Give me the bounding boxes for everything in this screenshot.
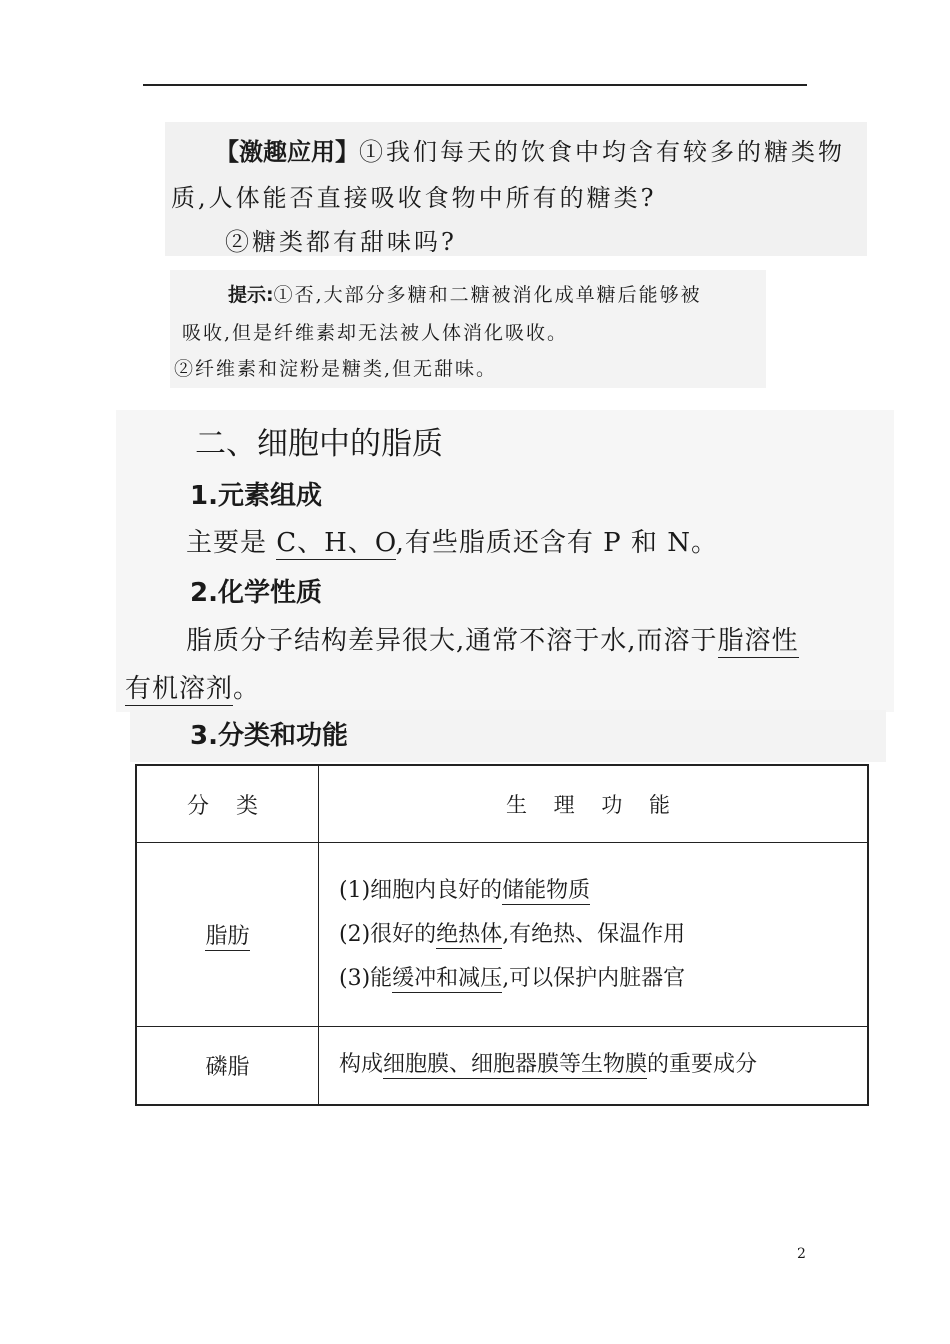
question-line-2: 质,人体能否直接吸收食物中所有的糖类? [171,184,657,212]
header-function: 生 理 功 能 [319,765,869,843]
motivation-box [165,122,867,256]
motivation-tag: 【激趣应用】 [215,138,359,166]
subsection-1-title: 1.元素组成 [190,481,322,511]
phospholipid-cell: 磷脂 [136,1027,319,1105]
fat-function-3: (3)能缓冲和减压,可以保护内脏器官 [339,965,686,991]
chemical-property-line-1: 脂质分子结构差异很大,通常不溶于水,而溶于脂溶性 [186,626,799,656]
hint-box [170,270,766,388]
lipid-classification-table [135,764,869,1106]
table-row [136,1027,868,1105]
hint-line-1: 提示:①否,大部分多糖和二糖被消化成单糖后能够被 [228,284,702,306]
question-line-3: ②糖类都有甜味吗? [225,228,457,256]
header-category: 分 类 [136,765,319,843]
fat-function-1: (1)细胞内良好的储能物质 [339,877,591,903]
hint-line-3: ②纤维素和淀粉是糖类,但无甜味。 [174,358,498,380]
chemical-property-line-2: 有机溶剂。 [125,674,261,704]
fat-function-2: (2)很好的绝热体,有绝热、保温作用 [339,921,686,947]
subsection-3-title: 3.分类和功能 [190,721,348,751]
fat-function-cell [319,843,869,1027]
fat-cell: 脂肪 [136,843,319,1027]
header-rule [143,84,807,86]
element-composition-text: 主要是 C、H、O,有些脂质还含有 P 和 N。 [186,528,718,558]
subsection-2-title: 2.化学性质 [190,578,322,608]
page-number: 2 [797,1246,806,1262]
question-line-1: 【激趣应用】①我们每天的饮食中均含有较多的糖类物 [215,138,845,166]
table-row [136,843,868,1027]
phospholipid-function-cell: 构成细胞膜、细胞器膜等生物膜的重要成分 [319,1027,869,1105]
section-title: 二、细胞中的脂质 [195,426,443,462]
hint-line-2: 吸收,但是纤维素却无法被人体消化吸收。 [182,322,569,344]
hint-label: 提示: [228,284,274,306]
table-header-row [136,765,868,843]
